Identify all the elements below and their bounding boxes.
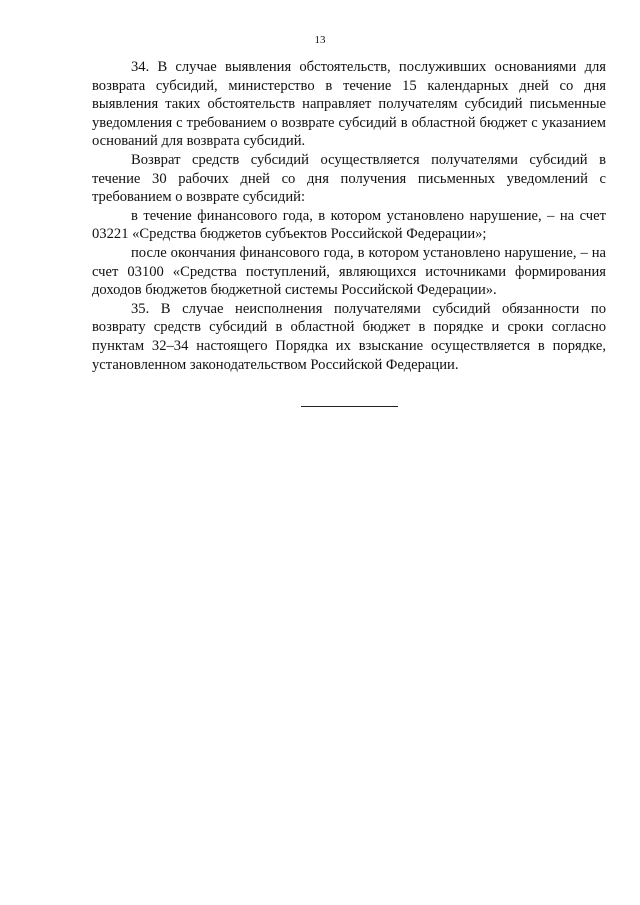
paragraph-refund-terms: Возврат средств субсидий осуществляется получателями субсидий в течение 30 рабочих дней со дня получения письменных уведомлений с требованием о возврате субсидий: <box>92 151 606 206</box>
document-body <box>92 58 606 374</box>
paragraph-current-year-account: в течение финансового года, в котором установлено нарушение, – на счет 03221 «Средства бюджетов субъектов Российской Федерации»; <box>92 207 606 243</box>
page-number: 13 <box>314 34 326 46</box>
paragraph-35: 35. В случае неисполнения получателями субсидий обязанности по возврату средств субсидий в областной бюджет в порядке и сроки согласно пунктам 32–34 настоящего Порядка их взыскание осуществляется в порядке, установленном законодательством Российской Федерации. <box>92 300 606 373</box>
paragraph-34: 34. В случае выявления обстоятельств, послуживших основаниями для возврата субсидий, министерство в течение 15 календарных дней со дня выявления таких обстоятельств направляет получателям субсидий письменные уведомления с требованием о возврате субсидий в областной бюджет с указанием оснований для возврата субсидий. <box>92 59 606 150</box>
end-separator-line <box>301 406 398 407</box>
paragraph-after-year-account: после окончания финансового года, в котором установлено нарушение, – на счет 03100 «Средства поступлений, являющихся источниками формирования доходов бюджетов бюджетной системы Российской Федерации». <box>92 244 606 299</box>
